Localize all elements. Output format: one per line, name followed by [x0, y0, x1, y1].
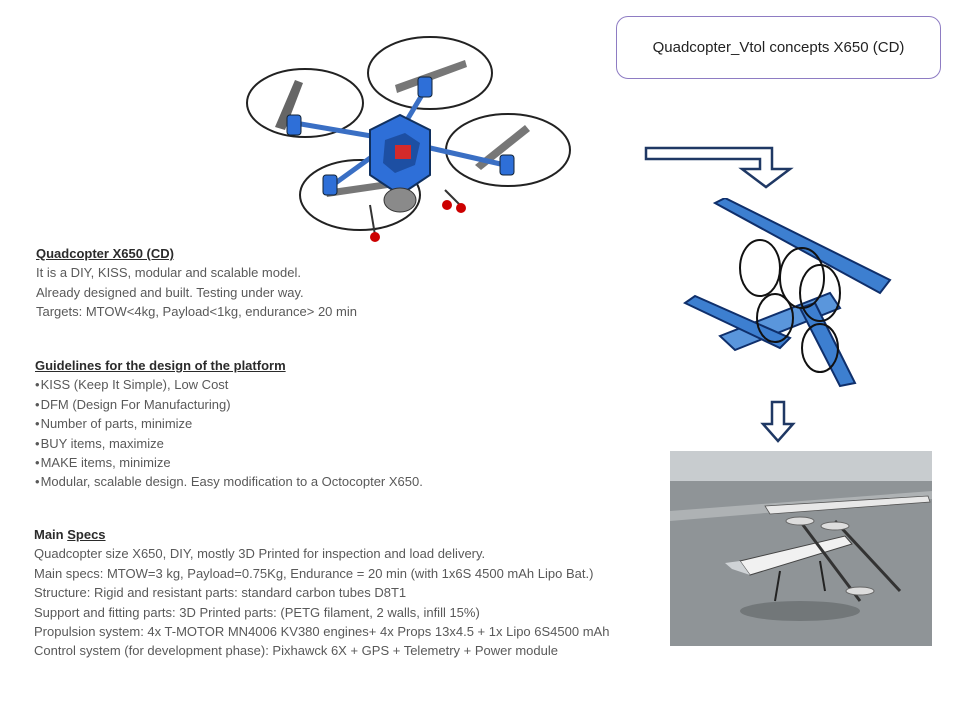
- intro-section: [36, 244, 357, 322]
- transition-arrow-bent: [644, 145, 794, 190]
- guidelines-heading: Guidelines for the design of the platform: [35, 358, 286, 373]
- guideline-item: • KISS (Keep It Simple), Low Cost: [35, 375, 423, 394]
- spec-line: Structure: Rigid and resistant parts: standard carbon tubes D8T1: [34, 585, 407, 601]
- intro-line: It is a DIY, KISS, modular and scalable model.: [36, 265, 301, 281]
- vtol-render-photo: [670, 451, 932, 646]
- spec-line: Propulsion system: 4x T-MOTOR MN4006 KV380 engines+ 4x Props 13x4.5 + 1x Lipo 6S4500 mAh: [34, 624, 610, 640]
- transition-arrow-down: [760, 400, 796, 444]
- spec-line: Support and fitting parts: 3D Printed parts: (PETG filament, 2 walls, infill 15%): [34, 604, 480, 620]
- spec-line: Quadcopter size X650, DIY, mostly 3D Printed for inspection and load delivery.: [34, 546, 486, 562]
- intro-line: Targets: MTOW<4kg, Payload<1kg, endurance> 20 min: [36, 304, 357, 320]
- page-title: Quadcopter_Vtol concepts X650 (CD): [652, 39, 905, 56]
- spec-line: Control system (for development phase): Pixhawck 6X + GPS + Telemetry + Power module: [34, 643, 558, 659]
- specs-heading-underlined: Specs: [67, 527, 106, 542]
- guideline-item: • Number of parts, minimize: [35, 414, 423, 433]
- specs-section: [34, 525, 609, 661]
- guideline-item: • MAKE items, minimize: [35, 453, 423, 472]
- guideline-item: • BUY items, maximize: [35, 434, 423, 453]
- intro-line: Already designed and built. Testing under way.: [36, 284, 304, 300]
- quadcopter-cad-image: [225, 15, 575, 245]
- intro-heading: Quadcopter X650 (CD): [36, 246, 174, 261]
- title-box: [616, 16, 941, 79]
- guideline-item: • Modular, scalable design. Easy modification to a Octocopter X650.: [35, 472, 423, 491]
- guidelines-section: [35, 356, 423, 492]
- vtol-cad-image: [680, 198, 895, 388]
- specs-heading-main: Main: [34, 527, 68, 542]
- spec-line: Main specs: MTOW=3 kg, Payload=0.75Kg, Endurance = 20 min (with 1x6S 4500 mAh Lipo Bat.): [34, 565, 594, 581]
- guideline-item: • DFM (Design For Manufacturing): [35, 395, 423, 414]
